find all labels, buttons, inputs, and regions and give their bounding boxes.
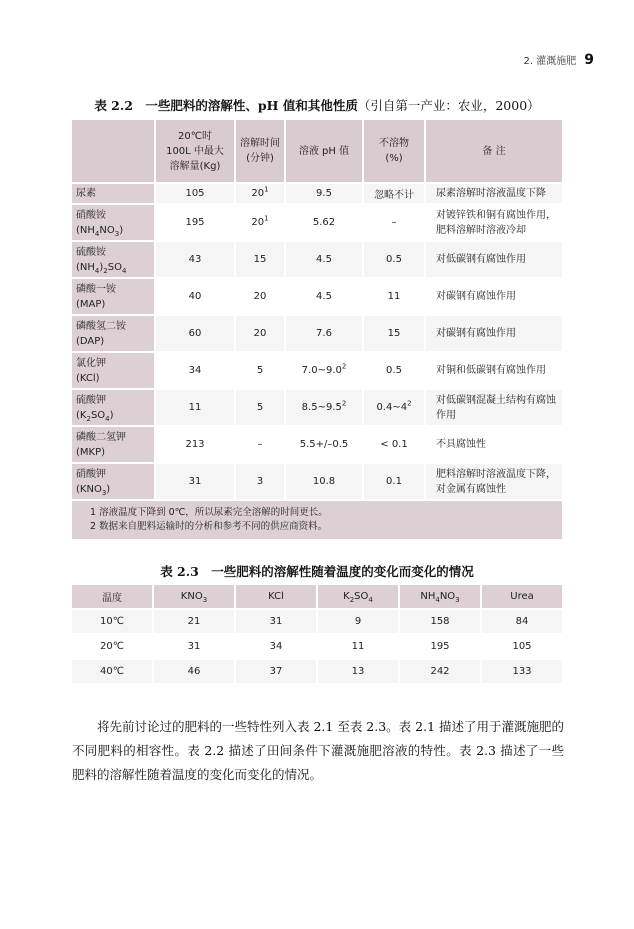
table-row (72, 390, 564, 427)
dissolve-time: $20^1$ (236, 184, 286, 205)
ph-value: 9.5 (286, 184, 364, 205)
caption-source: （引自第一产业：农业，2000） (357, 98, 540, 113)
body-paragraph: 将先前讨论过的肥料的一些特性列入表 2.1 至表 2.3。表 2.1 描述了用于灌溉施肥的不同肥料的相容性。表 2.2 描述了田间条件下灌溉施肥溶液的特性。表 2.3 描述了一些肥料的溶解性随着温度的变化而变化的情况。 (72, 718, 565, 782)
table-row (72, 464, 564, 501)
insoluble: 15 (364, 316, 426, 353)
header-blank (72, 120, 156, 184)
value-cell: 105 (482, 635, 564, 660)
remark: 尿素溶解时溶液温度下降 (426, 184, 564, 205)
table-header-row (72, 585, 564, 610)
temperature-cell: 10℃ (72, 610, 154, 635)
value-cell: 195 (400, 635, 482, 660)
header-temperature: 温度 (72, 585, 154, 610)
chapter-title: 2. 灌溉施肥 (523, 56, 577, 67)
table-2-2-caption (0, 96, 634, 114)
max-solubility: 40 (156, 279, 236, 316)
ph-value: 10.8 (286, 464, 364, 501)
insoluble: 0.1 (364, 464, 426, 501)
value-cell: 31 (154, 635, 236, 660)
table-header-row (72, 120, 564, 184)
fertilizer-name: 磷酸一铵 (MAP) (72, 279, 156, 316)
page-number: 9 (584, 52, 594, 68)
max-solubility: 195 (156, 205, 236, 242)
dissolve-time: 20 (236, 279, 286, 316)
table-row (72, 205, 564, 242)
running-header (524, 52, 594, 68)
value-cell: 21 (154, 610, 236, 635)
value-cell: 31 (236, 610, 318, 635)
value-cell: 37 (236, 660, 318, 685)
header-ph: 溶液 pH 值 (286, 120, 364, 184)
ph-value: 5.5+/–0.5 (286, 427, 364, 464)
table-row (72, 427, 564, 464)
max-solubility: 31 (156, 464, 236, 501)
fertilizer-name: 磷酸二氢钾 (MKP) (72, 427, 156, 464)
insoluble: 0.5 (364, 353, 426, 390)
dissolve-time: – (236, 427, 286, 464)
caption-text: 表 2.2 一些肥料的溶解性、pH 值和其他性质 (94, 98, 358, 113)
header-insoluble: 不溶物 (%) (364, 120, 426, 184)
ph-value: 4.5 (286, 242, 364, 279)
header-dissolve-time: 溶解时间 (分钟) (236, 120, 286, 184)
ph-value: $7.0\sim 9.0^2$ (286, 353, 364, 390)
value-cell: 34 (236, 635, 318, 660)
max-solubility: 43 (156, 242, 236, 279)
dissolve-time: 5 (236, 353, 286, 390)
max-solubility: 60 (156, 316, 236, 353)
value-cell: 46 (154, 660, 236, 685)
temperature-cell: 40℃ (72, 660, 154, 685)
footnote-1: 1 溶液温度下降到 0℃，所以尿素完全溶解的时间更长。 (90, 507, 328, 518)
fertilizer-name: 硫酸铵 $(NH_4)_2SO_4$ (72, 242, 156, 279)
table-row (72, 316, 564, 353)
insoluble: 0.5 (364, 242, 426, 279)
remark: 肥料溶解时溶液温度下降，对金属有腐蚀性 (426, 464, 564, 501)
footnote-row (72, 501, 564, 541)
header-nh4no3: $NH_4NO_3$ (400, 585, 482, 610)
value-cell: 11 (318, 635, 400, 660)
insoluble: – (364, 205, 426, 242)
value-cell: 158 (400, 610, 482, 635)
footnotes (72, 501, 564, 541)
max-solubility: 213 (156, 427, 236, 464)
fertilizer-name: 硝酸铵 $(NH_4NO_3)$ (72, 205, 156, 242)
remark: 对铜和低碳钢有腐蚀作用 (426, 353, 564, 390)
remark: 不具腐蚀性 (426, 427, 564, 464)
ph-value: 5.62 (286, 205, 364, 242)
insoluble: 11 (364, 279, 426, 316)
temperature-cell: 20℃ (72, 635, 154, 660)
value-cell: 9 (318, 610, 400, 635)
footnote-2: 2 数据来自肥料运输时的分析和参考不同的供应商资料。 (90, 521, 328, 532)
value-cell: 133 (482, 660, 564, 685)
remark: 对低碳钢有腐蚀作用 (426, 242, 564, 279)
fertilizer-name: 硝酸钾 $(KNO_3)$ (72, 464, 156, 501)
fertilizer-name: 尿素 (72, 184, 156, 205)
solubility-temperature-table (72, 585, 564, 685)
table-row (72, 353, 564, 390)
table-row (72, 635, 564, 660)
insoluble: $0.4\sim 4^2$ (364, 390, 426, 427)
fertilizer-properties-table (72, 120, 564, 541)
header-k2so4: $K_2SO_4$ (318, 585, 400, 610)
header-kno3: $KNO_3$ (154, 585, 236, 610)
ph-value: 7.6 (286, 316, 364, 353)
value-cell: 13 (318, 660, 400, 685)
max-solubility: 105 (156, 184, 236, 205)
header-max-solubility: 20℃时 100L 中最大 溶解量(Kg) (156, 120, 236, 184)
table-2-3-caption: 表 2.3 一些肥料的溶解性随着温度的变化而变化的情况 (160, 564, 474, 579)
ph-value: 4.5 (286, 279, 364, 316)
header-kcl: KCl (236, 585, 318, 610)
remark: 对低碳钢混凝土结构有腐蚀作用 (426, 390, 564, 427)
fertilizer-name: 氯化钾 (KCl) (72, 353, 156, 390)
dissolve-time: 3 (236, 464, 286, 501)
table-row (72, 660, 564, 685)
header-urea: Urea (482, 585, 564, 610)
header-remarks: 备 注 (426, 120, 564, 184)
value-cell: 84 (482, 610, 564, 635)
max-solubility: 11 (156, 390, 236, 427)
max-solubility: 34 (156, 353, 236, 390)
table-row (72, 242, 564, 279)
remark: 对碳钢有腐蚀作用 (426, 279, 564, 316)
dissolve-time: 15 (236, 242, 286, 279)
value-cell: 242 (400, 660, 482, 685)
dissolve-time: 5 (236, 390, 286, 427)
table-row (72, 279, 564, 316)
ph-value: $8.5\sim 9.5^2$ (286, 390, 364, 427)
remark: 对镀锌铁和铜有腐蚀作用，肥料溶解时溶液冷却 (426, 205, 564, 242)
dissolve-time: $20^1$ (236, 205, 286, 242)
fertilizer-name: 硫酸钾 $(K_2SO_4)$ (72, 390, 156, 427)
insoluble: 忽略不计 (364, 184, 426, 205)
fertilizer-name: 磷酸氢二铵 (DAP) (72, 316, 156, 353)
dissolve-time: 20 (236, 316, 286, 353)
table-row (72, 610, 564, 635)
insoluble: < 0.1 (364, 427, 426, 464)
remark: 对碳钢有腐蚀作用 (426, 316, 564, 353)
table-row (72, 184, 564, 205)
